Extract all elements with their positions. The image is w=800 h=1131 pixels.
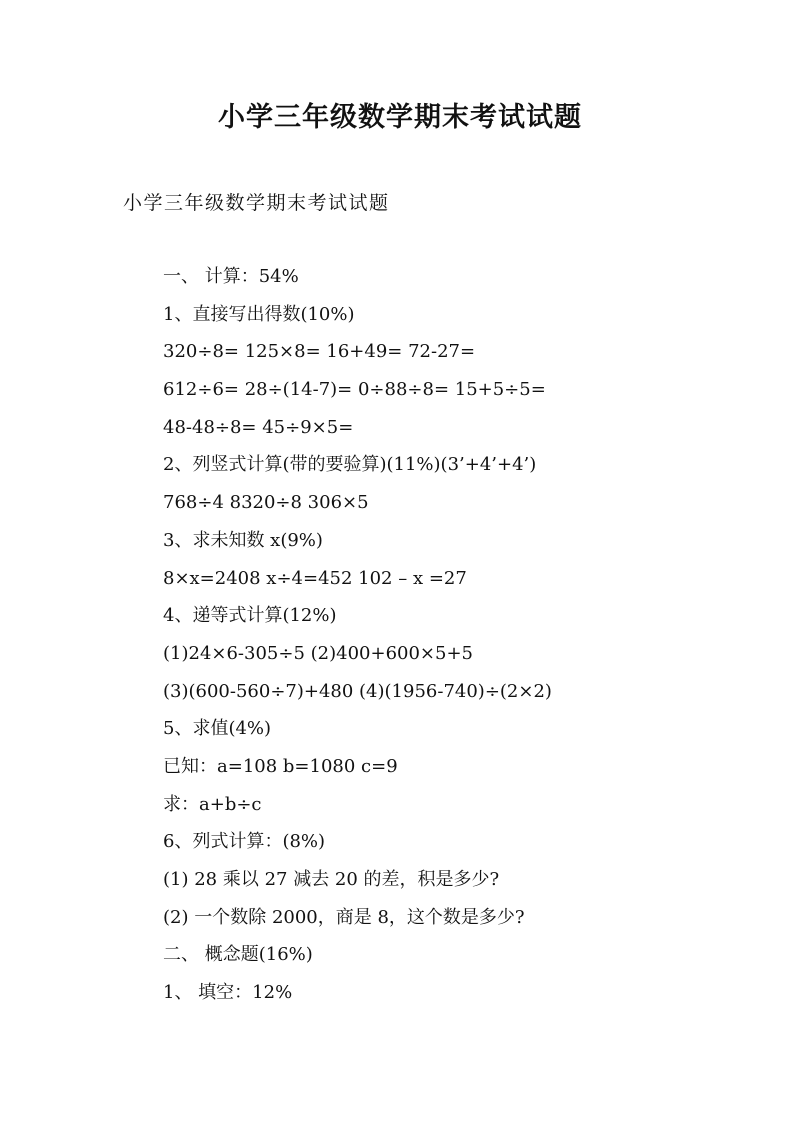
section-heading-concepts: 二、 概念题(16%)	[163, 944, 313, 966]
question-line: 8×x=2408 x÷4=452 102 – x =27	[163, 567, 467, 589]
question-line: 320÷8= 125×8= 16+49= 72-27=	[163, 341, 476, 363]
question-line: 768÷4 8320÷8 306×5	[163, 492, 369, 514]
question-line: (1) 28 乘以 27 减去 20 的差，积是多少?	[163, 869, 500, 890]
document-body	[163, 262, 783, 1016]
question-line: 612÷6= 28÷(14-7)= 0÷88÷8= 15+5÷5=	[163, 379, 546, 401]
question-heading-step-calc: 4、递等式计算(12%)	[163, 605, 337, 627]
section-heading-calculation: 一、 计算：54%	[163, 266, 299, 287]
question-line: 48-48÷8= 45÷9×5=	[163, 416, 354, 438]
question-heading-vertical-calc: 2、列竖式计算(带的要验算)(11%)(3’+4’+4’)	[163, 454, 537, 476]
question-heading-direct-results: 1、直接写出得数(10%)	[163, 303, 355, 325]
question-line: 已知：a=108 b=1080 c=9	[163, 755, 398, 777]
question-line: (3)(600-560÷7)+480 (4)(1956-740)÷(2×2)	[163, 680, 552, 702]
question-line: (1)24×6-305÷5 (2)400+600×5+5	[163, 642, 473, 664]
question-line: (2) 一个数除 2000，商是 8，这个数是多少?	[163, 906, 525, 928]
document-title: 小学三年级数学期末考试试题	[218, 102, 582, 133]
question-heading-word-problems: 6、列式计算：(8%)	[163, 831, 326, 853]
question-heading-unknown-x: 3、求未知数 x(9%)	[163, 529, 323, 551]
question-heading-fill-in: 1、 填空：12%	[163, 982, 293, 1004]
question-heading-evaluate: 5、求值(4%)	[163, 718, 272, 740]
document-subtitle: 小学三年级数学期末考试试题	[123, 192, 390, 214]
question-line: 求：a+b÷c	[163, 793, 262, 815]
